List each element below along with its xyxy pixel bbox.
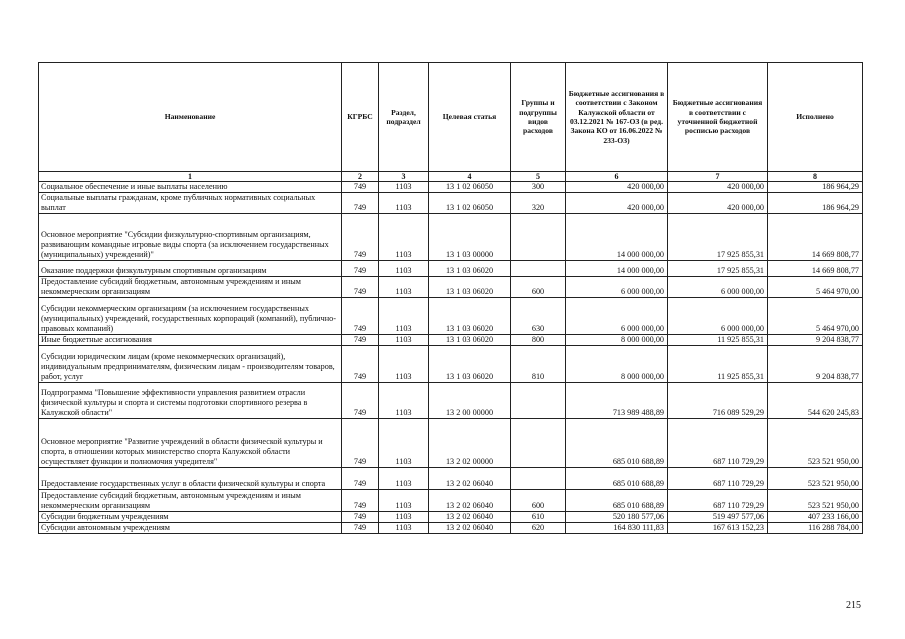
row-done-amount: 186 964,29 — [768, 193, 863, 214]
row-kgrbs: 749 — [342, 277, 379, 298]
row-law-amount: 8 000 000,00 — [566, 346, 668, 383]
row-done-amount: 9 204 838,77 — [768, 346, 863, 383]
row-section: 1103 — [379, 512, 429, 523]
row-done-amount: 544 620 245,83 — [768, 383, 863, 419]
row-group: 610 — [511, 512, 566, 523]
table-row — [39, 419, 863, 468]
table-row — [39, 523, 863, 534]
row-group: 300 — [511, 182, 566, 193]
row-law-amount: 520 180 577,06 — [566, 512, 668, 523]
row-group — [511, 261, 566, 277]
table-row — [39, 298, 863, 335]
row-name: Оказание поддержки физкультурным спортивным организациям — [39, 261, 342, 277]
row-plan-amount: 420 000,00 — [668, 182, 768, 193]
row-done-amount: 523 521 950,00 — [768, 419, 863, 468]
row-target: 13 1 03 06020 — [429, 298, 511, 335]
table-row — [39, 214, 863, 261]
table-row — [39, 490, 863, 512]
row-group: 320 — [511, 193, 566, 214]
table-row — [39, 182, 863, 193]
row-kgrbs: 749 — [342, 490, 379, 512]
row-group — [511, 214, 566, 261]
row-plan-amount: 687 110 729,29 — [668, 419, 768, 468]
table-header-row — [39, 63, 863, 172]
row-name: Основное мероприятие "Развитие учреждений в области физической культуры и спорта, в отношении которых министерство спорта Калужской области осуществляет функции и полномочия учредителя" — [39, 419, 342, 468]
row-name: Субсидии автономным учреждениям — [39, 523, 342, 534]
row-section: 1103 — [379, 277, 429, 298]
row-section: 1103 — [379, 261, 429, 277]
row-name: Субсидии некоммерческим организациям (за исключением государственных (муниципальных) учреждений, государственных корпораций (компаний), публично-правовых компаний) — [39, 298, 342, 335]
budget-table — [38, 62, 863, 534]
row-section: 1103 — [379, 523, 429, 534]
row-kgrbs: 749 — [342, 512, 379, 523]
header-done: Исполнено — [768, 63, 863, 172]
row-law-amount: 6 000 000,00 — [566, 277, 668, 298]
row-kgrbs: 749 — [342, 182, 379, 193]
row-target: 13 1 02 06050 — [429, 193, 511, 214]
table-row — [39, 383, 863, 419]
row-done-amount: 5 464 970,00 — [768, 298, 863, 335]
budget-table-sheet — [38, 62, 862, 534]
row-plan-amount: 11 925 855,31 — [668, 346, 768, 383]
row-kgrbs: 749 — [342, 193, 379, 214]
row-kgrbs: 749 — [342, 523, 379, 534]
row-law-amount: 685 010 688,89 — [566, 490, 668, 512]
row-done-amount: 523 521 950,00 — [768, 490, 863, 512]
row-name: Иные бюджетные ассигнования — [39, 335, 342, 346]
row-kgrbs: 749 — [342, 298, 379, 335]
row-plan-amount: 17 925 855,31 — [668, 214, 768, 261]
row-section: 1103 — [379, 193, 429, 214]
table-row — [39, 512, 863, 523]
row-done-amount: 186 964,29 — [768, 182, 863, 193]
row-plan-amount: 6 000 000,00 — [668, 277, 768, 298]
row-law-amount: 713 989 488,89 — [566, 383, 668, 419]
row-name: Субсидии юридическим лицам (кроме некоммерческих организаций), индивидуальным предпринимателям, физическим лицам - производителям товаров, работ, услуг — [39, 346, 342, 383]
row-kgrbs: 749 — [342, 335, 379, 346]
row-done-amount: 407 233 166,00 — [768, 512, 863, 523]
table-body — [39, 182, 863, 534]
row-name: Подпрограмма "Повышение эффективности управления развитием отрасли физической культуры и спорта и системы подготовки спортивного резерва в Калужской области" — [39, 383, 342, 419]
header-name: Наименование — [39, 63, 342, 172]
table-row — [39, 335, 863, 346]
row-group: 800 — [511, 335, 566, 346]
header-kgrbs: КГРБС — [342, 63, 379, 172]
table-row — [39, 261, 863, 277]
row-kgrbs: 749 — [342, 419, 379, 468]
row-target: 13 2 00 00000 — [429, 383, 511, 419]
row-plan-amount: 420 000,00 — [668, 193, 768, 214]
row-law-amount: 420 000,00 — [566, 193, 668, 214]
row-name: Предоставление государственных услуг в области физической культуры и спорта — [39, 468, 342, 490]
header-groups: Группы и подгруппы видов расходов — [511, 63, 566, 172]
row-target: 13 2 02 06040 — [429, 512, 511, 523]
row-target: 13 1 03 06020 — [429, 346, 511, 383]
row-kgrbs: 749 — [342, 261, 379, 277]
row-section: 1103 — [379, 335, 429, 346]
row-done-amount: 116 288 784,00 — [768, 523, 863, 534]
row-plan-amount: 687 110 729,29 — [668, 468, 768, 490]
col-number: 2 — [342, 172, 379, 182]
row-name: Социальное обеспечение и иные выплаты населению — [39, 182, 342, 193]
row-name: Предоставление субсидий бюджетным, автономным учреждениям и иным некоммерческим организациям — [39, 490, 342, 512]
row-target: 13 1 03 06020 — [429, 261, 511, 277]
row-plan-amount: 687 110 729,29 — [668, 490, 768, 512]
row-done-amount: 14 669 808,77 — [768, 214, 863, 261]
row-plan-amount: 519 497 577,06 — [668, 512, 768, 523]
row-section: 1103 — [379, 298, 429, 335]
col-number: 6 — [566, 172, 668, 182]
row-law-amount: 685 010 688,89 — [566, 468, 668, 490]
table-row — [39, 277, 863, 298]
row-section: 1103 — [379, 383, 429, 419]
table-row — [39, 468, 863, 490]
row-law-amount: 164 830 111,83 — [566, 523, 668, 534]
row-group — [511, 383, 566, 419]
row-group: 620 — [511, 523, 566, 534]
row-section: 1103 — [379, 419, 429, 468]
row-done-amount: 9 204 838,77 — [768, 335, 863, 346]
row-name: Предоставление субсидий бюджетным, автономным учреждениям и иным некоммерческим организациям — [39, 277, 342, 298]
header-plan: Бюджетные ассигнования в соответствии с уточненной бюджетной росписью расходов — [668, 63, 768, 172]
row-group — [511, 419, 566, 468]
row-name: Социальные выплаты гражданам, кроме публичных нормативных социальных выплат — [39, 193, 342, 214]
row-law-amount: 685 010 688,89 — [566, 419, 668, 468]
row-kgrbs: 749 — [342, 383, 379, 419]
column-number-row — [39, 172, 863, 182]
row-group — [511, 468, 566, 490]
row-target: 13 2 02 06040 — [429, 523, 511, 534]
row-law-amount: 420 000,00 — [566, 182, 668, 193]
row-section: 1103 — [379, 214, 429, 261]
row-target: 13 1 03 00000 — [429, 214, 511, 261]
col-number: 1 — [39, 172, 342, 182]
row-plan-amount: 17 925 855,31 — [668, 261, 768, 277]
col-number: 7 — [668, 172, 768, 182]
row-section: 1103 — [379, 346, 429, 383]
table-row — [39, 346, 863, 383]
table-row — [39, 193, 863, 214]
row-plan-amount: 11 925 855,31 — [668, 335, 768, 346]
row-target: 13 2 02 00000 — [429, 419, 511, 468]
row-plan-amount: 716 089 529,29 — [668, 383, 768, 419]
row-target: 13 1 03 06020 — [429, 335, 511, 346]
row-group: 600 — [511, 490, 566, 512]
row-law-amount: 6 000 000,00 — [566, 298, 668, 335]
row-done-amount: 523 521 950,00 — [768, 468, 863, 490]
row-kgrbs: 749 — [342, 346, 379, 383]
row-name: Субсидии бюджетным учреждениям — [39, 512, 342, 523]
row-law-amount: 14 000 000,00 — [566, 261, 668, 277]
row-law-amount: 14 000 000,00 — [566, 214, 668, 261]
row-kgrbs: 749 — [342, 468, 379, 490]
page-number: 215 — [846, 600, 861, 611]
row-target: 13 1 02 06050 — [429, 182, 511, 193]
row-section: 1103 — [379, 468, 429, 490]
row-target: 13 1 03 06020 — [429, 277, 511, 298]
row-target: 13 2 02 06040 — [429, 468, 511, 490]
header-target: Целевая статья — [429, 63, 511, 172]
col-number: 8 — [768, 172, 863, 182]
header-section: Раздел, подраздел — [379, 63, 429, 172]
row-kgrbs: 749 — [342, 214, 379, 261]
row-done-amount: 14 669 808,77 — [768, 261, 863, 277]
col-number: 3 — [379, 172, 429, 182]
row-group: 600 — [511, 277, 566, 298]
header-law: Бюджетные ассигнования в соответствии с Законом Калужской области от 03.12.2021 № 167-ОЗ (в ред. Закона КО от 16.06.2022 № 233-ОЗ) — [566, 63, 668, 172]
row-target: 13 2 02 06040 — [429, 490, 511, 512]
col-number: 5 — [511, 172, 566, 182]
row-group: 810 — [511, 346, 566, 383]
row-plan-amount: 6 000 000,00 — [668, 298, 768, 335]
row-done-amount: 5 464 970,00 — [768, 277, 863, 298]
row-section: 1103 — [379, 490, 429, 512]
row-name: Основное мероприятие "Субсидии физкультурно-спортивным организациям, развивающим командные игровые виды спорта (за исключением государственных (муниципальных) учреждений)" — [39, 214, 342, 261]
row-plan-amount: 167 613 152,23 — [668, 523, 768, 534]
row-law-amount: 8 000 000,00 — [566, 335, 668, 346]
row-section: 1103 — [379, 182, 429, 193]
col-number: 4 — [429, 172, 511, 182]
row-group: 630 — [511, 298, 566, 335]
